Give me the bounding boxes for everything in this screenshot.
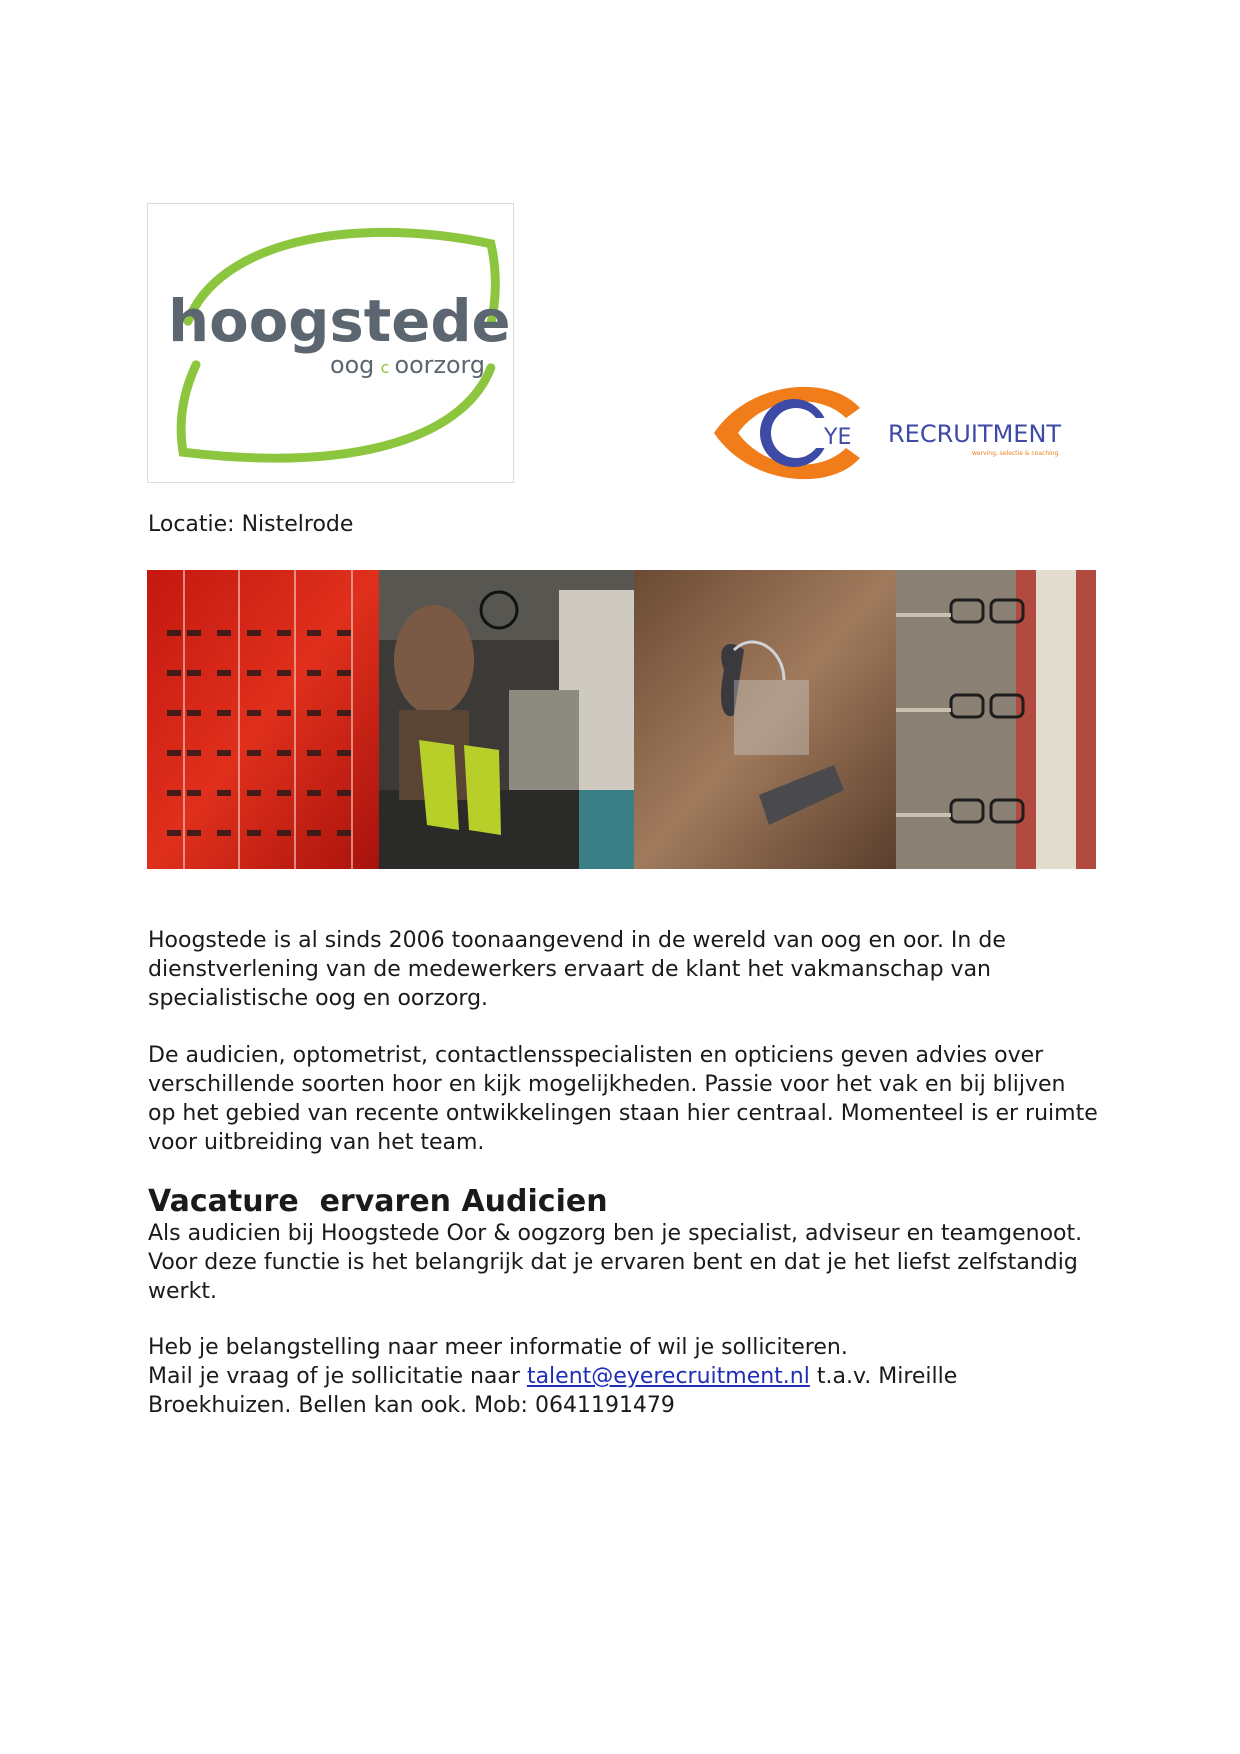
vacancy-description: Als audicien bij Hoogstede Oor & oogzorg ben je specialist, adviseur en teamgenoot. Voor deze functie is het belangrijk dat je ervaren bent en dat je het liefst zelfstandig werkt. [148,1221,1083,1304]
hoogstede-wordmark: hoogstede [168,288,511,356]
hoogstede-logo [147,203,514,483]
location-text: Locatie: Nistelrode [148,512,354,537]
contact-block [148,1333,1098,1420]
email-link[interactable]: talent@eyerecruitment.nl [526,1364,810,1389]
hoogstede-sub-left: oog [330,350,375,379]
photo-hearing-aid [634,570,896,869]
hoogstede-logo-graphic [148,204,513,482]
intro-paragraph: Hoogstede is al sinds 2006 toonaangevend in de wereld van oog en oor. In de dienstverlening van de medewerkers ervaart de klant het vakmanschap van specialistische oog en oorzorg. [148,928,1006,1011]
photo-store-interior [379,570,634,869]
photo-strip [147,570,1096,869]
eye-logo-tagline: werving, selectie & coaching [972,450,1059,457]
photo-glasses-display [896,570,1096,869]
mail-suffix: t.a.v. Mireille Broekhuizen. Bellen kan ook. Mob: 0641191479 [148,1364,958,1418]
eye-logo-ye: YE [824,425,852,450]
contact-line-1: Heb je belangstelling naar meer informatie of wil je solliciteren. [148,1335,848,1360]
eye-recruitment-logo-graphic [710,378,1070,488]
mail-prefix: Mail je vraag of je sollicitatie naar [148,1364,527,1389]
contact-line-2 [148,1362,1098,1420]
eye-logo-word: RECRUITMENT [888,420,1062,448]
team-paragraph: De audicien, optometrist, contactlensspecialisten en opticiens geven advies over verschillende soorten hoor en kijk mogelijkheden. Passie voor het vak en bij blijven op het gebied van recente ontwikkelingen staan hier centraal. Momenteel is er ruimte voor uitbreiding van het team. [148,1043,1098,1155]
hoogstede-sub-sep: c [380,357,390,377]
photo-frames-wall [147,570,379,869]
eye-recruitment-logo [710,378,1070,488]
vacancy-title: Vacature ervaren Audicien [148,1184,608,1219]
hoogstede-sub-right: oorzorg [394,350,486,379]
